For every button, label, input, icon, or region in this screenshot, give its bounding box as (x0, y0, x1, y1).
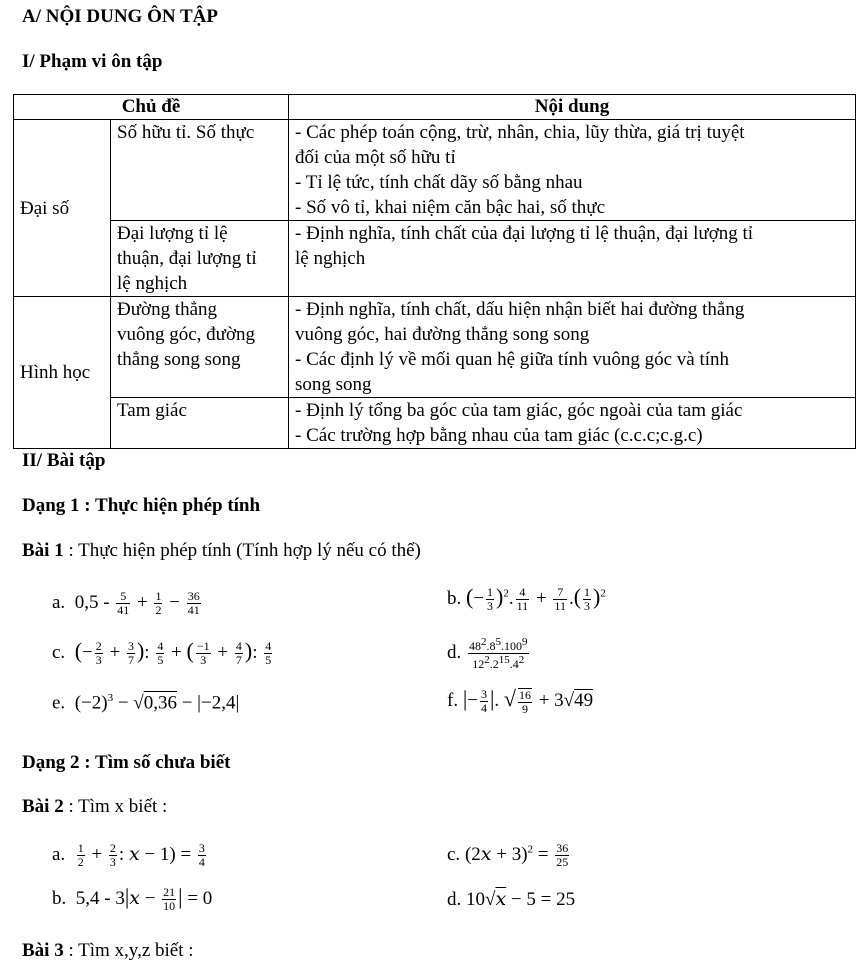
exercise-2-prompt: Bài 2 : Tìm x biết : (22, 796, 168, 817)
ex2-a: a. $\frac{1}{2}$ + $\frac{2}{3}$ : x − 1) = $\frac{3}{4}$ (52, 841, 205, 869)
heading-type2: Dạng 2 : Tìm số chưa biết (22, 752, 231, 773)
ex1-e: e. $(-2)^3 - √0,36 - |-2,4|$ (52, 692, 240, 714)
review-table (13, 94, 856, 449)
exercise-1-prompt: Bài 1 : Thực hiện phép tính (Tính hợp lý nếu có thể) (22, 540, 421, 561)
ex1-b: b. (− $\frac{1}{3}$ )$^2$. $\frac{4}{11}$ + $\frac{7}{11}$ .( $\frac{1}{3}$ )$^2$ (447, 584, 606, 614)
topic-triangle: Tam giác (111, 398, 289, 449)
content-triangle: - Định lý tổng ba góc của tam giác, góc ngoài của tam giác - Các trường hợp bằng nhau của tam giác (c.c.c;c.g.c) (289, 398, 856, 449)
content-proportional: - Định nghĩa, tính chất của đại lượng tỉ lệ thuận, đại lượng tỉ lệ nghịch (289, 221, 856, 297)
topic-perpendicular-parallel: Đường thẳng vuông góc, đường thẳng song song (111, 297, 289, 398)
heading-type1: Dạng 1 : Thực hiện phép tính (22, 495, 261, 516)
topic-rational-real: Số hữu tỉ. Số thực (111, 120, 289, 221)
ex2-b: b. 5,4 - 3|x − $\frac{21}{10}$ | = 0 (52, 884, 213, 914)
topic-proportional: Đại lượng tỉ lệ thuận, đại lượng tỉ lệ nghịch (111, 221, 289, 297)
heading-exercises: II/ Bài tập (22, 450, 106, 471)
ex1-d: d. $\frac{48^2.8^5.100^9}{12^2.2^{15}.4^2}$ (447, 636, 528, 671)
content-rational-real: - Các phép toán cộng, trừ, nhân, chia, lũy thừa, giá trị tuyệt đối của một số hữu tỉ - Tỉ lệ tức, tính chất dãy số bằng nhau - Số vô tỉ, khai niệm căn bậc hai, số thực (289, 120, 856, 221)
ex1-f: f. |− $\frac{3}{4}$ |. √ $\frac{16}{9}$ + 3√49 (447, 686, 594, 716)
group-geometry: Hình học (14, 297, 111, 449)
ex2-c: c. $(2x + 3)^2$ = $\frac{36}{25}$ (447, 841, 569, 869)
ex1-a: a. 0,5 - $\frac{5}{41}$ + $\frac{1}{2}$ − $\frac{36}{41}$ (52, 589, 200, 617)
table-header-content: Nội dung (289, 95, 856, 120)
ex1-c: c. (− $\frac{2}{3}$ + $\frac{3}{7}$ ): $\frac{4}{5}$ + ( $\frac{-1}{3}$ + $\frac{4}{7}$ ): $\frac{4}{5}$ (52, 638, 272, 668)
ex2-d: d. 10√x − 5 = 25 (447, 888, 576, 910)
exercise-3-prompt: Bài 3 : Tìm x,y,z biết : (22, 940, 194, 961)
content-perpendicular-parallel: - Định nghĩa, tính chất, dấu hiện nhận biết hai đường thẳng vuông góc, hai đường thẳng song song - Các định lý về mối quan hệ giữa tính vuông góc và tính song song (289, 297, 856, 398)
group-algebra: Đại số (14, 120, 111, 297)
table-header-topic: Chủ đề (14, 95, 289, 120)
heading-content: A/ NỘI DUNG ÔN TẬP (22, 6, 218, 27)
heading-scope: I/ Phạm vi ôn tập (22, 51, 163, 72)
